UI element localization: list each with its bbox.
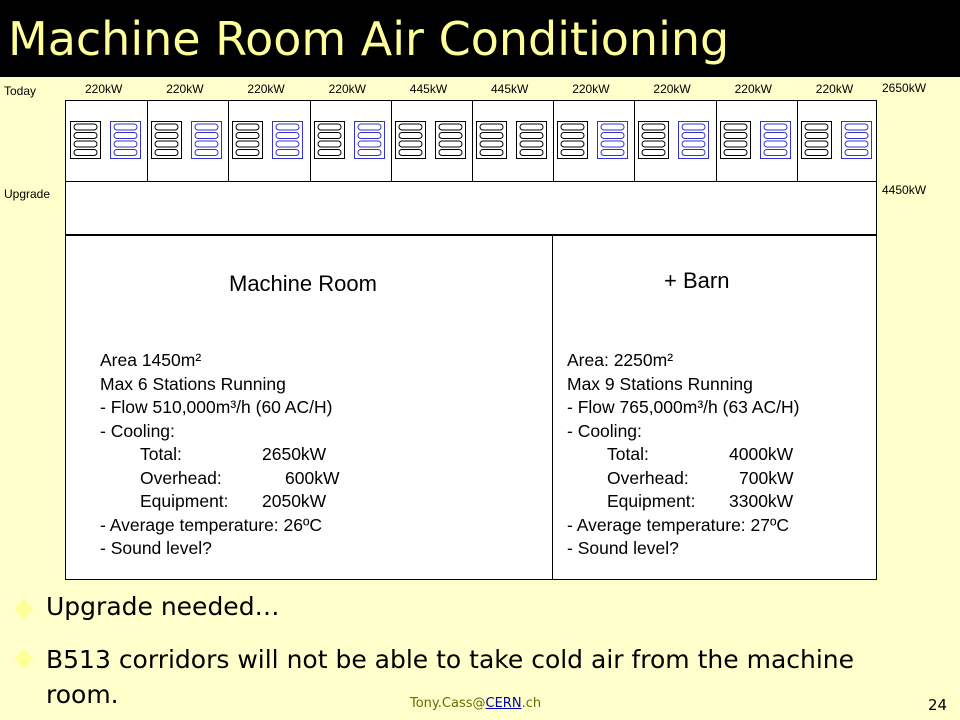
station-divider [310, 101, 311, 181]
mr-line: Max 6 Stations Running [100, 373, 286, 394]
barn-line: - Cooling: [567, 420, 642, 441]
ac-unit-icon [516, 121, 547, 159]
upgrade-label: Upgrade [4, 187, 51, 201]
barn-line: Max 9 Stations Running [567, 373, 753, 394]
ac-unit-icon [720, 121, 751, 159]
ac-unit-icon [191, 121, 222, 159]
mr-line: - Sound level? [100, 538, 212, 558]
ac-unit-icon [557, 121, 588, 159]
station-divider [553, 101, 554, 181]
page-number: 24 [928, 696, 948, 714]
barn-line: Area: 2250m² [567, 350, 674, 370]
ac-unit-icon [232, 121, 263, 159]
station-divider [472, 101, 473, 181]
ac-unit-icon [760, 121, 791, 159]
footer-email: Tony.Cass@CERN.ch [410, 696, 542, 711]
station-today-kw: 220kW [572, 82, 610, 96]
station-today-kw: 220kW [166, 82, 204, 96]
station-today-kw: 445kW [491, 82, 529, 96]
machine-room-stats [100, 349, 340, 561]
machine-room-title: Machine Room [229, 271, 377, 296]
barn-line: - Flow 765,000m³/h (63 AC/H) [567, 397, 800, 417]
station-today-kw: 220kW [815, 82, 854, 96]
mr-line: - Cooling: [100, 420, 175, 441]
station-divider [716, 101, 717, 181]
ac-unit-icon [638, 121, 669, 159]
diamond-bullet-icon [14, 649, 34, 669]
room-divider [552, 236, 553, 579]
barn-line: - Sound level? [567, 538, 679, 558]
mr-total: Total: 2650kW [140, 444, 327, 464]
ac-unit-icon [841, 121, 872, 159]
today-label: Today [4, 84, 37, 98]
station-divider [147, 101, 148, 181]
station-today-kw: 220kW [653, 82, 691, 96]
mr-equipment: Equipment: 2050kW [140, 491, 327, 511]
barn-title: + Barn [664, 268, 730, 293]
station-today-kw: 220kW [734, 82, 772, 96]
barn-total: Total: 4000kW [607, 444, 794, 464]
rooms-diagram [65, 235, 877, 580]
station-today-kw: 445kW [409, 82, 448, 96]
station-today-kw: 220kW [247, 82, 285, 96]
title-bar [0, 0, 960, 77]
station-today-kw: 220kW [328, 82, 366, 96]
ac-unit-icon [151, 121, 182, 159]
station-divider [797, 101, 798, 181]
ac-unit-icon [314, 121, 345, 159]
ac-unit-icon [801, 121, 832, 159]
upgrade-strip [65, 182, 877, 235]
station-divider [634, 101, 635, 181]
station-row [65, 100, 877, 182]
ac-unit-icon [597, 121, 628, 159]
ac-unit-icon [678, 121, 709, 159]
cern-link[interactable]: CERN [485, 696, 522, 711]
slide-title: Machine Room Air Conditioning [8, 12, 730, 66]
mr-line: Area 1450m² [100, 350, 202, 370]
barn-equipment: Equipment: 3300kW [607, 491, 794, 511]
diamond-bullet-icon [14, 599, 34, 619]
ac-unit-icon [70, 121, 101, 159]
station-divider [228, 101, 229, 181]
mr-line: - Average temperature: 26ºC [100, 514, 323, 535]
total-upgrade: 4450kW [882, 183, 927, 197]
ac-unit-icon [272, 121, 303, 159]
station-divider [391, 101, 392, 181]
mr-overhead: Overhead: 600kW [140, 467, 340, 488]
station-today-kw: 220kW [85, 82, 123, 96]
ac-unit-icon [476, 121, 507, 159]
ac-unit-icon [110, 121, 141, 159]
ac-unit-icon [354, 121, 385, 159]
mr-line: - Flow 510,000m³/h (60 AC/H) [100, 397, 333, 417]
ac-unit-icon [395, 121, 426, 159]
barn-stats [567, 349, 799, 561]
ac-unit-icon [435, 121, 466, 159]
barn-overhead: Overhead: 700kW [607, 467, 794, 488]
barn-line: - Average temperature: 27ºC [567, 514, 790, 535]
total-today: 2650kW [882, 81, 927, 95]
